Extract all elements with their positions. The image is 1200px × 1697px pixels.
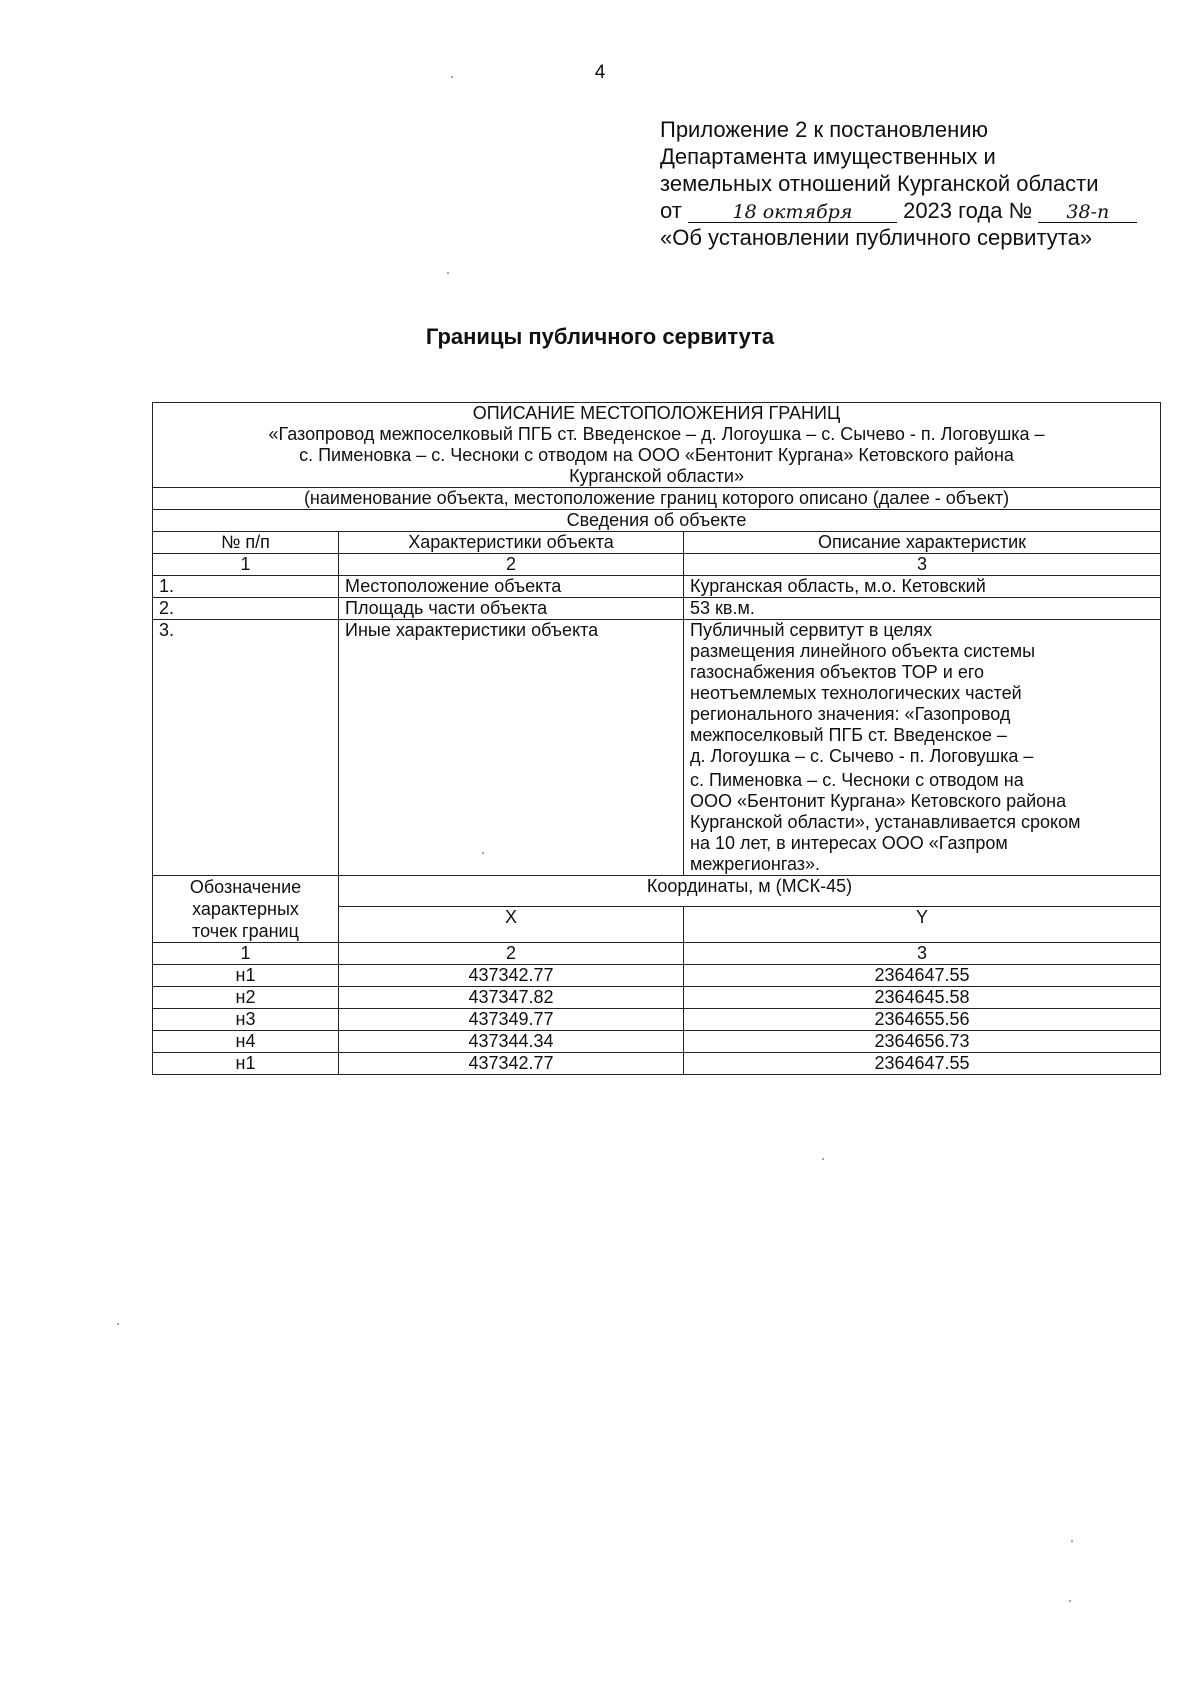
point-name: н3 — [153, 1009, 339, 1031]
coords-x-label: X — [339, 907, 684, 943]
point-y: 2364647.55 — [684, 1053, 1161, 1075]
row-value-description — [684, 620, 1161, 876]
description-line: межпоселковый ПГБ ст. Введенское – — [690, 725, 1007, 745]
header-line-1: ОПИСАНИЕ МЕСТОПОЛОЖЕНИЯ ГРАНИЦ — [472, 403, 841, 423]
page-number: 4 — [594, 62, 606, 83]
scan-speck — [447, 272, 449, 274]
table-row — [153, 576, 1161, 598]
row-name: Местоположение объекта — [339, 576, 684, 598]
table-header — [153, 403, 1161, 488]
coords-header: Координаты, м (МСК-45) — [339, 876, 1161, 907]
coords-header-row — [153, 876, 1161, 907]
description-line: д. Логоушка – с. Сычево - п. Логовушка – — [690, 746, 1034, 766]
handwritten-number: 38-п — [1038, 202, 1137, 223]
coords-number-row — [153, 943, 1161, 965]
table-row — [153, 620, 1161, 876]
coords-col-number: 2 — [339, 943, 684, 965]
description-line: размещения линейного объекта системы — [690, 641, 1036, 661]
appendix-line-1: Приложение 2 к постановлению — [660, 117, 989, 142]
point-name: н1 — [153, 1053, 339, 1075]
coords-y-label: Y — [684, 907, 1161, 943]
col-header-description: Описание характеристик — [684, 532, 1161, 554]
description-line: неотъемлемых технологических частей — [690, 683, 1022, 703]
table-row — [153, 965, 1161, 987]
point-y: 2364656.73 — [684, 1031, 1161, 1053]
document-title: Границы публичного сервитута — [425, 324, 775, 349]
description-line: регионального значения: «Газопровод — [690, 704, 1011, 724]
object-caption: (наименование объекта, местоположение границ которого описано (далее - объект) — [153, 488, 1161, 510]
appendix-line-5: «Об установлении публичного сервитута» — [660, 225, 1093, 250]
point-y: 2364647.55 — [684, 965, 1161, 987]
table-row — [153, 1031, 1161, 1053]
col-header-num: № п/п — [153, 532, 339, 554]
point-x: 437342.77 — [339, 1053, 684, 1075]
handwritten-date: 18 октября — [688, 202, 897, 223]
row-num: 3. — [153, 620, 339, 876]
description-line: Публичный сервитут в целях — [690, 620, 933, 640]
description-line: на 10 лет, в интересах ООО «Газпром — [690, 833, 1008, 853]
description-line: Курганской области», устанавливается сроком — [690, 812, 1081, 832]
scan-speck — [451, 76, 453, 78]
appendix-line-3: земельных отношений Курганской области — [660, 171, 1099, 196]
header-line-2: «Газопровод межпоселковый ПГБ ст. Введенское – д. Логоушка – с. Сычево - п. Логовушка – — [268, 424, 1045, 444]
appendix-block — [660, 116, 1180, 251]
description-line: межрегионгаз». — [690, 854, 821, 874]
header-line-4: Курганской области» — [569, 466, 744, 486]
section-title: Сведения об объекте — [153, 510, 1161, 532]
point-name: н1 — [153, 965, 339, 987]
header-line-3: с. Пименовка – с. Чесноки с отводом на ООО «Бентонит Кургана» Кетовского района — [299, 445, 1014, 465]
scan-speck — [482, 852, 484, 854]
scan-speck — [1071, 1540, 1073, 1542]
column-header-row — [153, 532, 1161, 554]
point-x: 437349.77 — [339, 1009, 684, 1031]
description-line: с. Пименовка – с. Чесноки с отводом на — [690, 770, 1024, 790]
description-line: газоснабжения объектов ТОР и его — [690, 662, 985, 682]
year-label: 2023 года № — [903, 198, 1033, 223]
col-number-3: 3 — [684, 554, 1161, 576]
point-x: 437342.77 — [339, 965, 684, 987]
table-row — [153, 598, 1161, 620]
point-y: 2364645.58 — [684, 987, 1161, 1009]
row-value: Курганская область, м.о. Кетовский — [684, 576, 1161, 598]
table-row — [153, 1009, 1161, 1031]
scan-speck — [117, 1323, 119, 1325]
col-number-2: 2 — [339, 554, 684, 576]
point-name: н2 — [153, 987, 339, 1009]
column-number-row — [153, 554, 1161, 576]
col-number-1: 1 — [153, 554, 339, 576]
description-line: ООО «Бентонит Кургана» Кетовского района — [690, 791, 1067, 811]
table-row — [153, 987, 1161, 1009]
table-header-row — [153, 403, 1161, 488]
boundary-description-table — [152, 402, 1161, 1075]
point-x: 437347.82 — [339, 987, 684, 1009]
coords-col-number: 3 — [684, 943, 1161, 965]
row-name: Иные характеристики объекта — [339, 620, 684, 876]
coords-label-line: точек границ — [192, 921, 299, 941]
coords-label-line: Обозначение — [189, 877, 302, 897]
point-y: 2364655.56 — [684, 1009, 1161, 1031]
table-row — [153, 1053, 1161, 1075]
coords-point-label — [153, 876, 339, 943]
coords-label-line: характерных — [192, 899, 299, 919]
point-name: н4 — [153, 1031, 339, 1053]
appendix-line-2: Департамента имущественных и — [660, 144, 996, 169]
row-name: Площадь части объекта — [339, 598, 684, 620]
coords-col-number: 1 — [153, 943, 339, 965]
point-x: 437344.34 — [339, 1031, 684, 1053]
col-header-characteristics: Характеристики объекта — [339, 532, 684, 554]
appendix-date-line — [660, 197, 1180, 224]
scan-speck — [1069, 1600, 1071, 1602]
row-value: 53 кв.м. — [684, 598, 1161, 620]
row-num: 2. — [153, 598, 339, 620]
row-num: 1. — [153, 576, 339, 598]
from-label: от — [660, 198, 682, 223]
scan-speck — [822, 1158, 824, 1160]
